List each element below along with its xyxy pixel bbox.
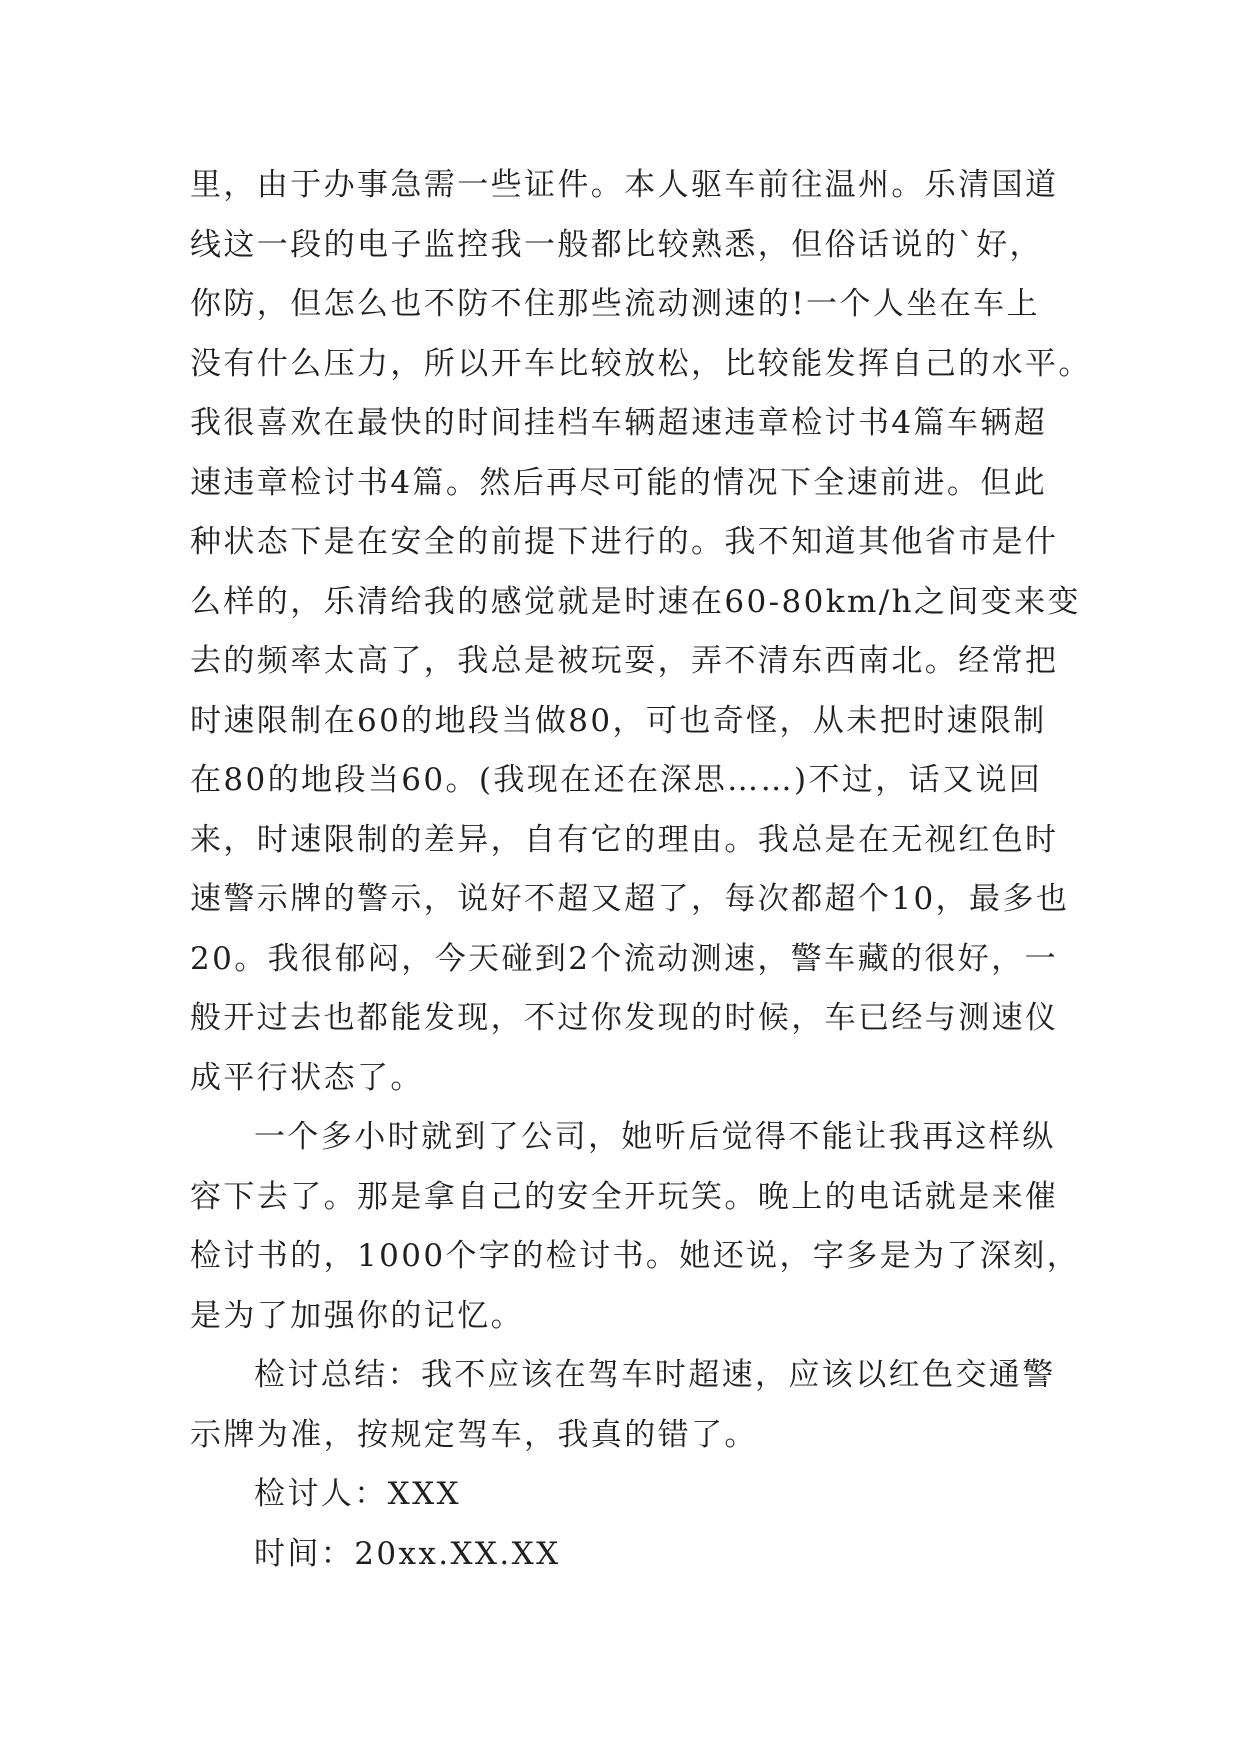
text-line: 没有什么压力，所以开车比较放松，比较能发挥自己的水平。	[190, 345, 1092, 382]
text-line: 在80的地段当60。(我现在还在深思……)不过，话又说回	[190, 762, 1043, 798]
text-line: 检讨人：XXX	[254, 1476, 462, 1512]
text-line: 检讨总结：我不应该在驾车时超速，应该以红色交通警	[254, 1357, 1056, 1393]
text-line: 里，由于办事急需一些证件。本人驱车前往温州。乐清国道	[190, 167, 1059, 203]
text-line: 是为了加强你的记忆。	[190, 1297, 524, 1334]
text-line: 线这一段的电子监控我一般都比较熟悉，但俗话说的`好，	[190, 226, 1043, 263]
text-line: 速违章检讨书4篇。然后再尽可能的情况下全速前进。但此	[190, 464, 1048, 501]
document-body	[190, 156, 1092, 1584]
text-line: 种状态下是在安全的前提下进行的。我不知道其他省市是什	[190, 524, 1059, 560]
text-line: 示牌为准，按规定驾车，我真的错了。	[190, 1416, 758, 1453]
text-line: 来，时速限制的差异，自有它的理由。我总是在无视红色时	[190, 821, 1059, 858]
text-line: 容下去了。那是拿自己的安全开玩笑。晚上的电话就是来催	[190, 1178, 1059, 1215]
text-line: 20。我很郁闷，今天碰到2个流动测速，警车藏的很好，一	[190, 940, 1058, 977]
text-line: 速警示牌的警示，说好不超又超了，每次都超个10，最多也	[190, 881, 1070, 917]
text-line: 我很喜欢在最快的时间挂档车辆超速违章检讨书4篇车辆超	[190, 405, 1048, 441]
text-line: 般开过去也都能发现，不过你发现的时候，车已经与测速仪	[190, 1000, 1059, 1036]
text-line: 成平行状态了。	[190, 1059, 424, 1096]
text-line: 时间：20xx.XX.XX	[254, 1535, 561, 1572]
text-line: 去的频率太高了，我总是被玩耍，弄不清东西南北。经常把	[190, 643, 1059, 679]
text-line: 时速限制在60的地段当做80，可也奇怪，从未把时速限制	[190, 702, 1047, 739]
text-line: 检讨书的，1000个字的检讨书。她还说，字多是为了深刻，	[190, 1238, 1081, 1274]
text-line: 你防，但怎么也不防不住那些流动测速的!一个人坐在车上	[190, 286, 1040, 322]
text-line: 一个多小时就到了公司，她听后觉得不能让我再这样纵	[254, 1119, 1056, 1155]
text-line: 么样的，乐清给我的感觉就是时速在60-80km/h之间变来变	[190, 583, 1081, 620]
